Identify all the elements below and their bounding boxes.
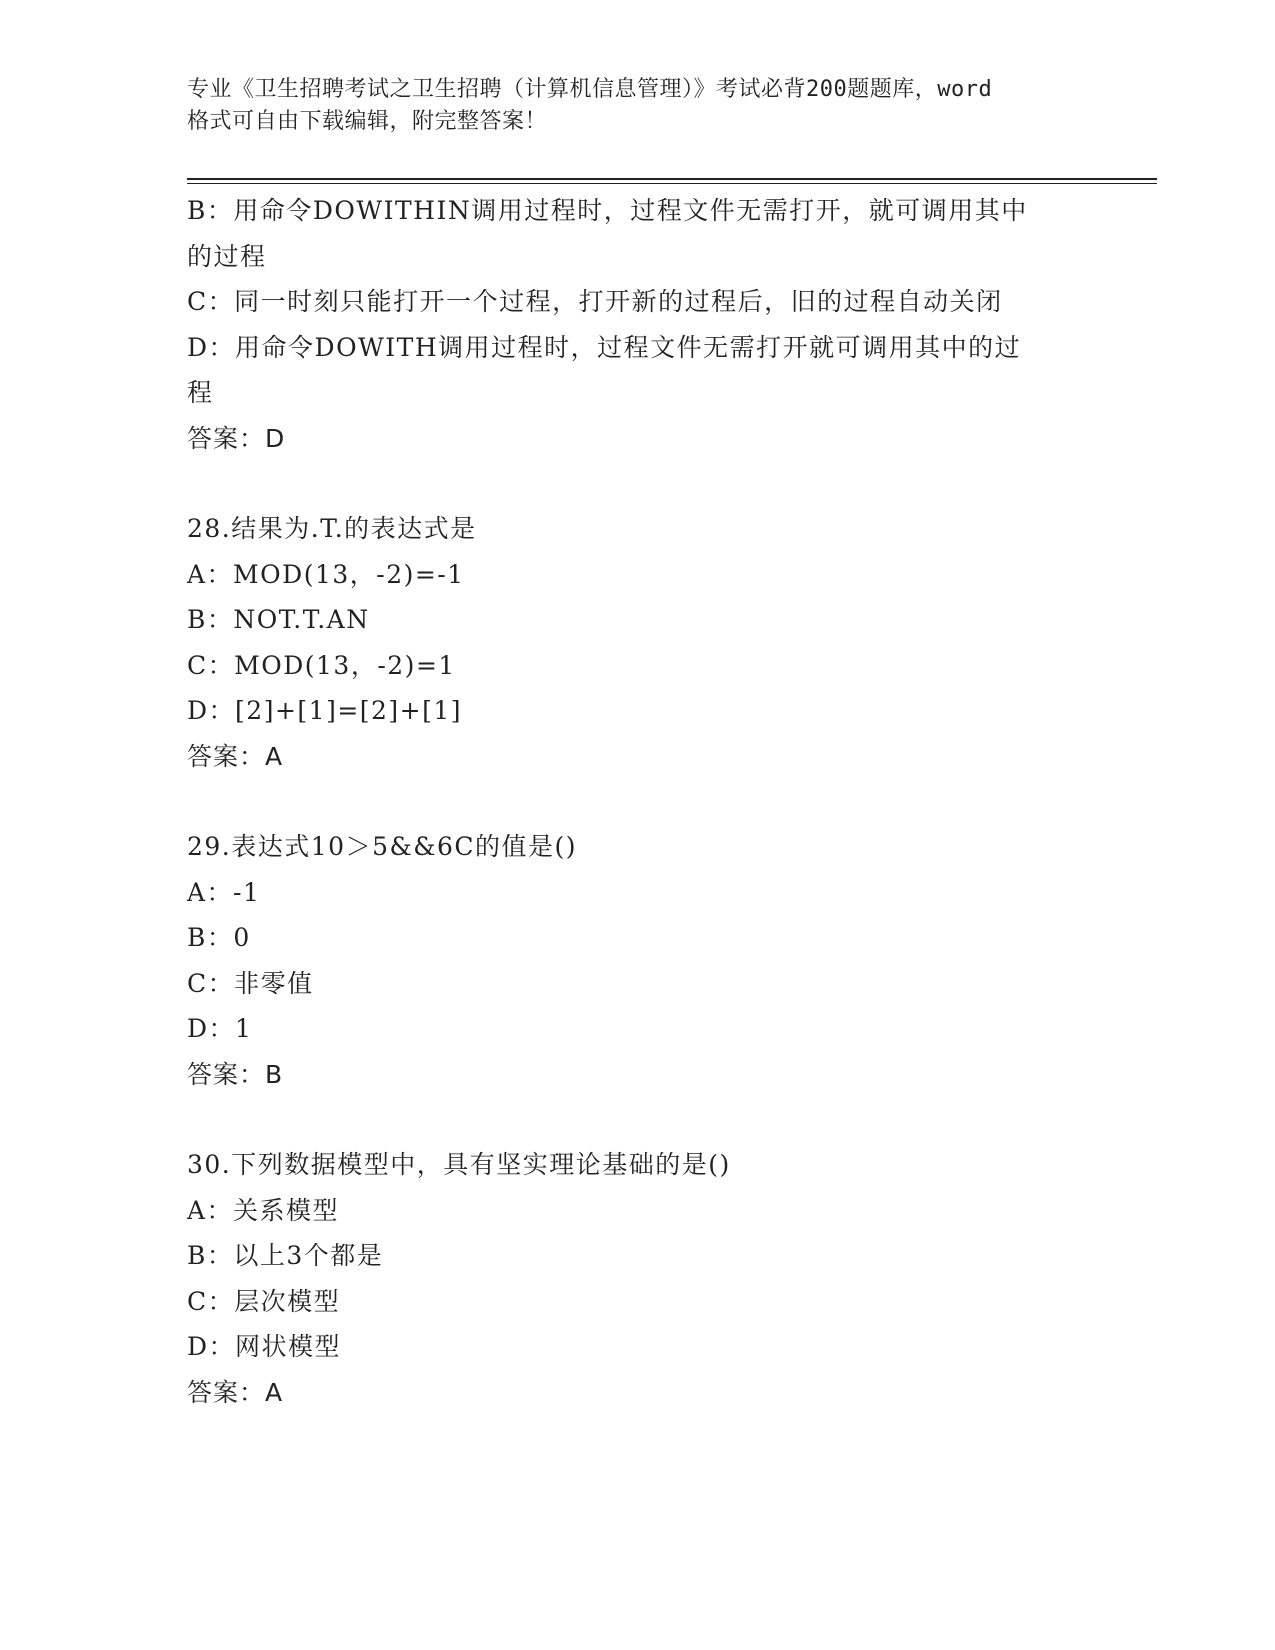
question-30 xyxy=(187,1142,1087,1415)
option-c: C：MOD(13，-2)=1 xyxy=(187,650,456,680)
option-b: B：以上3个都是 xyxy=(187,1241,384,1270)
option-b: B：0 xyxy=(187,923,251,952)
question-stem: 30.下列数据模型中，具有坚实理论基础的是() xyxy=(187,1150,731,1179)
option-d: D：网状模型 xyxy=(187,1332,342,1361)
option-c: C：同一时刻只能打开一个过程，打开新的过程后，旧的过程自动关闭 xyxy=(187,287,1003,316)
header-divider-thick xyxy=(187,178,1157,180)
question-stem: 29.表达式10＞5&&6C的值是() xyxy=(187,832,578,861)
question-stem: 28.结果为.T.的表达式是 xyxy=(187,514,477,543)
option-a: A：MOD(13，-2)=-1 xyxy=(187,559,465,589)
header-divider-thin xyxy=(187,183,1157,184)
option-d-line-2: 程 xyxy=(187,378,214,407)
option-c: C：层次模型 xyxy=(187,1286,341,1316)
option-a: A：关系模型 xyxy=(187,1195,340,1225)
option-d: D：1 xyxy=(187,1014,253,1043)
answer: 答案：A xyxy=(187,1377,284,1407)
prev-question xyxy=(187,188,1087,461)
question-28 xyxy=(187,506,1087,779)
spacer xyxy=(187,1097,1087,1142)
option-d: D：[2]+[1]=[2]+[1] xyxy=(187,696,463,725)
option-a: A：-1 xyxy=(187,877,261,907)
spacer xyxy=(187,461,1087,506)
answer: 答案：D xyxy=(187,423,286,453)
document-header xyxy=(187,74,1087,138)
header-line-2: 格式可自由下载编辑，附完整答案！ xyxy=(187,109,548,134)
option-d-line-1: D：用命令DOWITH调用过程时，过程文件无需打开就可调用其中的过 xyxy=(187,332,1022,362)
header-line-1: 专业《卫生招聘考试之卫生招聘（计算机信息管理）》考试必背200题题库，word xyxy=(187,77,993,102)
question-29 xyxy=(187,824,1087,1097)
option-b-line-1: B：用命令DOWITHIN调用过程时，过程文件无需打开，就可调用其中 xyxy=(187,196,1028,225)
question-content xyxy=(187,188,1087,1415)
answer: 答案：B xyxy=(187,1059,284,1089)
answer: 答案：A xyxy=(187,741,284,771)
spacer xyxy=(187,779,1087,824)
option-b-line-2: 的过程 xyxy=(187,241,267,271)
option-c: C：非零值 xyxy=(187,968,314,998)
option-b: B：NOT.T.AN xyxy=(187,605,370,634)
